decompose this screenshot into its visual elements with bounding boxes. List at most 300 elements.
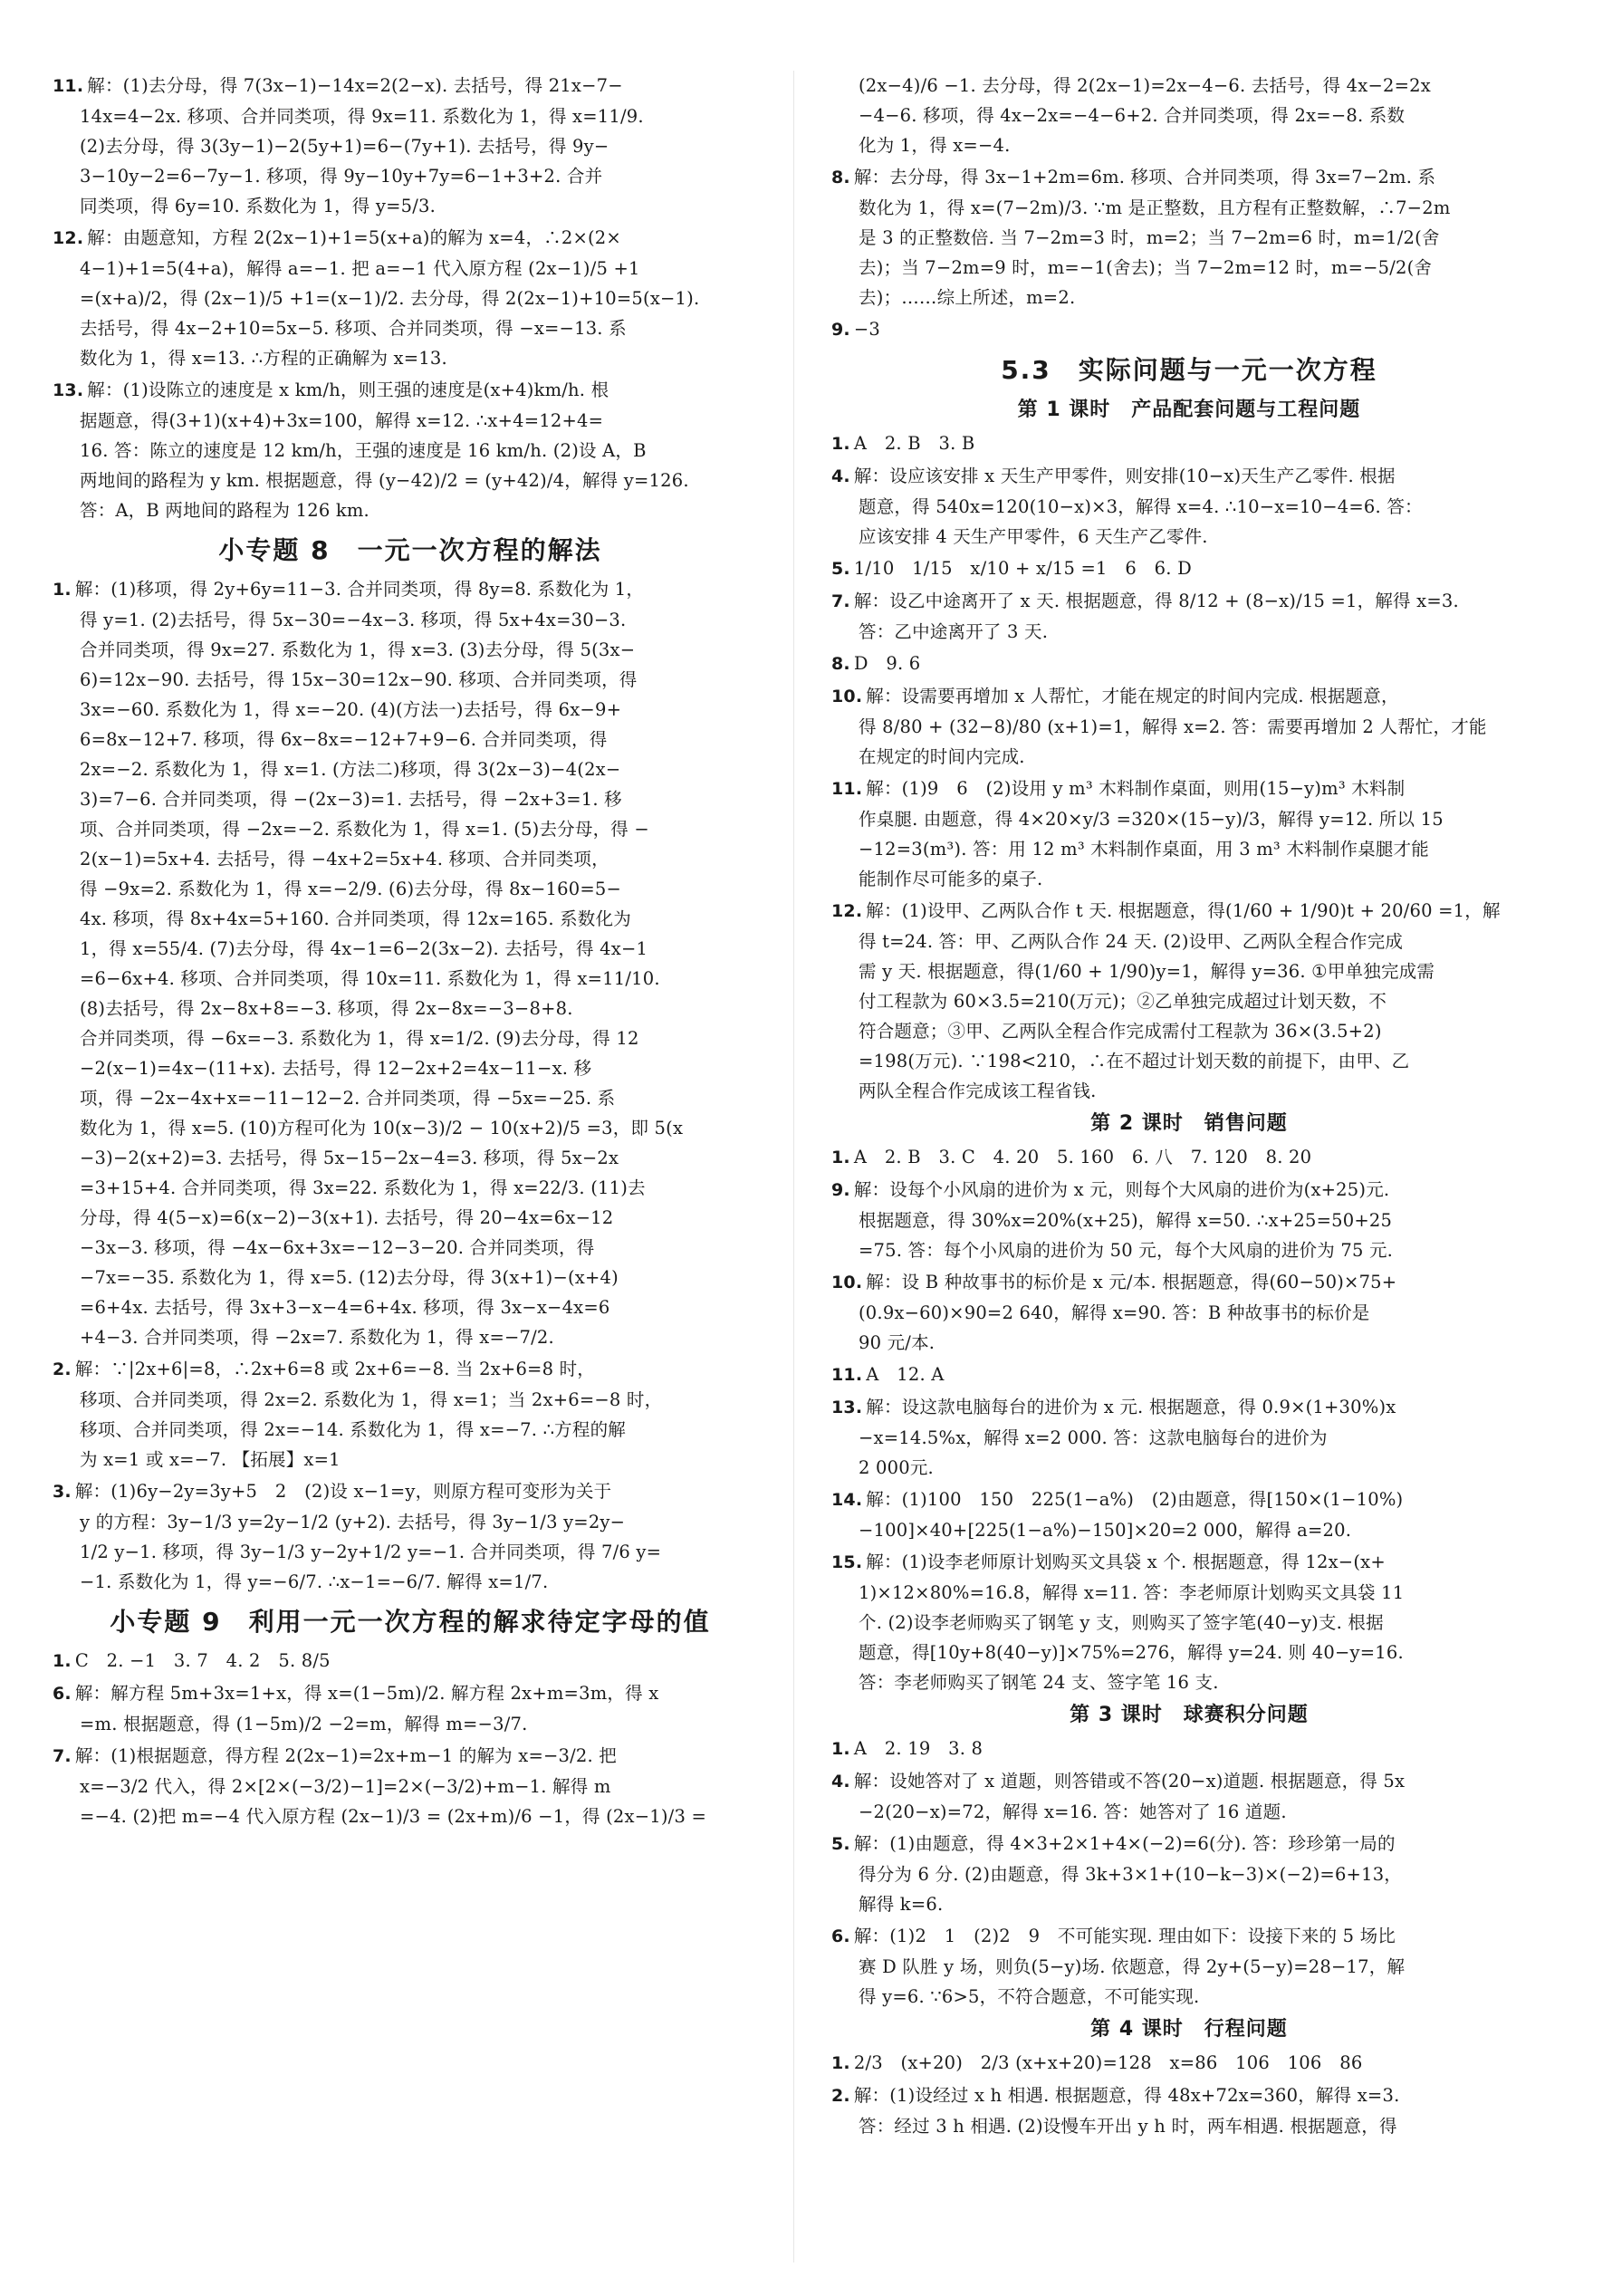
answer-text: 解：(1)9 6 (2)设用 y m³ 木料制作桌面，则用(15−y)m³ 木料制 [866, 778, 1406, 799]
answer-continuation [831, 71, 1547, 160]
answer-line [831, 1016, 1547, 1046]
answer-line [53, 1801, 768, 1831]
answer-line [53, 313, 768, 343]
answer-line [53, 695, 768, 725]
answer-text: =6−6x+4. 移项、合并同类项，得 10x=11. 系数化为 1，得 x=11/10. [80, 968, 660, 989]
answer-text: 解：(1)设陈立的速度是 x km/h，则王强的速度是(x+4)km/h. 根 [87, 379, 609, 400]
answer-line [53, 1646, 768, 1676]
answer-text: 解：(1)根据题意，得方程 2(2x−1)=2x+m−1 的解为 x=−3/2. 把 [74, 1745, 618, 1766]
answer-text: 去)；……综上所述，m=2. [859, 287, 1076, 308]
answer-line [831, 1046, 1547, 1076]
answer-text: 项，得 −2x−4x+x=−11−12−2. 合并同类项，得 −5x=−25. 系 [80, 1088, 616, 1109]
section-title: 5.3 实际问题与一元一次方程 [1001, 355, 1377, 385]
answer-text: −1. 系数化为 1，得 y=−6/7. ∴x−1=−6/7. 解得 x=1/7. [80, 1571, 549, 1592]
column-divider [793, 71, 794, 2262]
answer-line [53, 466, 768, 495]
answer-line [831, 804, 1547, 834]
answer-text: A 2. B 3. B [853, 433, 975, 454]
answer-text: 为 x=1 或 x=−7. 【拓展】x=1 [80, 1449, 341, 1470]
item-number: 8. [831, 168, 850, 187]
answer-item [831, 1734, 1547, 1764]
answer-line [831, 1766, 1547, 1797]
answer-text: 6)=12x−90. 去括号，得 15x−30=12x−90. 移项、合并同类项，得 [80, 669, 638, 690]
answer-item [831, 428, 1547, 459]
answer-text: (8)去括号，得 2x−8x+8=−3. 移项，得 2x−8x=−3−8+8. [80, 998, 573, 1019]
answer-text: 个. (2)设李老师购买了钢笔 y 支，则购买了签字笔(40−y)支. 根据 [859, 1612, 1384, 1633]
answer-line [831, 617, 1547, 647]
answer-text: 答：乙中途离开了 3 天. [859, 621, 1049, 642]
answer-line [53, 161, 768, 191]
item-number: 14. [831, 1490, 863, 1510]
answer-text: 两队全程合作完成该工程省钱. [859, 1081, 1097, 1101]
answer-line [831, 492, 1547, 522]
answer-text: 题意，得 540x=120(10−x)×3，解得 x=4. ∴10−x=10−4=6. 答： [859, 496, 1423, 517]
item-number: 13. [831, 1398, 863, 1417]
answer-item [831, 681, 1547, 772]
answer-item [53, 1354, 768, 1475]
answer-item [831, 1484, 1547, 1545]
answer-line [53, 574, 768, 605]
answer-line [831, 1547, 1547, 1578]
answer-item [831, 2048, 1547, 2079]
answer-line [831, 1608, 1547, 1638]
answer-text: −3)−2(x+2)=3. 去括号，得 5x−15−2x−4=3. 移项，得 5x−2x [80, 1148, 619, 1168]
answer-line [53, 101, 768, 131]
answer-line [53, 1772, 768, 1801]
answer-line [831, 314, 1547, 345]
answer-item [53, 574, 768, 1352]
answer-line [53, 1053, 768, 1083]
answer-item [831, 162, 1547, 312]
answer-line [831, 283, 1547, 312]
answer-text: 得 −9x=2. 系数化为 1，得 x=−2/9. (6)去分母，得 8x−160=5− [80, 879, 622, 899]
answer-text: 1/2 y−1. 移项，得 3y−1/3 y−2y+1/2 y=−1. 合并同类项，得 7/6 y= [80, 1542, 662, 1562]
answer-line [831, 1889, 1547, 1919]
answer-text: 是 3 的正整数倍. 当 7−2m=3 时，m=2；当 7−2m=6 时，m=1/2(舍 [859, 227, 1440, 248]
answer-text: 数化为 1，得 x=(7−2m)/3. ∵m 是正整数，且方程有正整数解，∴7−2m [859, 197, 1451, 218]
answer-item [831, 1359, 1547, 1390]
answer-line [53, 1263, 768, 1292]
answer-text: 根据题意，得 30%x=20%(x+25)，解得 x=50. ∴x+25=50+25 [859, 1210, 1393, 1231]
answer-line [53, 1143, 768, 1173]
answer-text: 解：(1)移项，得 2y+6y=11−3. 合并同类项，得 8y=8. 系数化为 1， [74, 579, 645, 600]
item-number: 7. [53, 1746, 72, 1766]
answer-text: (2)去分母，得 3(3y−1)−2(5y+1)=6−(7y+1). 去括号，得 9y− [80, 136, 609, 157]
answer-item [53, 71, 768, 221]
answer-line [831, 461, 1547, 492]
answer-item [831, 1921, 1547, 2012]
answer-line [831, 1175, 1547, 1206]
answer-item [831, 586, 1547, 647]
answer-text: 答：经过 3 h 相遇. (2)设慢车开出 y h 时，两车相遇. 根据题意，得 [859, 2116, 1397, 2137]
answer-line [831, 1952, 1547, 1982]
answer-text: 项、合并同类项，得 −2x=−2. 系数化为 1，得 x=1. (5)去分母，得 − [80, 819, 649, 840]
answer-text: 解：(1)100 150 225(1−a%) (2)由题意，得[150×(1−10%) [866, 1489, 1404, 1510]
answer-line [53, 1083, 768, 1113]
answer-text: 数化为 1，得 x=5. (10)方程可化为 10(x−3)/2 − 10(x+2)/5 =3，即 5(x [80, 1118, 684, 1138]
answer-text: 得分为 6 分. (2)由题意，得 3k+3×1+(10−k−3)×(−2)=6+13， [859, 1864, 1402, 1885]
answer-text: 1，得 x=55/4. (7)去分母，得 4x−1=6−2(3x−2). 去括号，得 4x−1 [80, 938, 648, 959]
item-number: 6. [53, 1684, 72, 1704]
answer-line [831, 162, 1547, 193]
answer-text: 解：设这款电脑每台的进价为 x 元. 根据题意，得 0.9×(1+30%)x [866, 1397, 1396, 1417]
answer-line [53, 844, 768, 874]
answer-line [831, 553, 1547, 584]
answer-text: 解：由题意知，方程 2(2x−1)+1=5(x+a)的解为 x=4，∴2×(2× [87, 227, 621, 248]
lesson-title: 第 2 课时 销售问题 [1090, 1112, 1288, 1135]
answer-line [53, 1322, 768, 1352]
answer-text: 解：设她答对了 x 道题，则答错或不答(20−x)道题. 根据题意，得 5x [853, 1771, 1406, 1792]
answer-text: 解：(1)去分母，得 7(3x−1)−14x=2(2−x). 去括号，得 21x−7− [87, 75, 623, 96]
answer-text: 数化为 1，得 x=13. ∴方程的正确解为 x=13. [80, 348, 447, 369]
answer-line [53, 1567, 768, 1597]
answer-item [831, 461, 1547, 552]
answer-text: (2x−4)/6 −1. 去分母，得 2(2x−1)=2x−4−6. 去括号，得 4x−2=2x [859, 75, 1431, 96]
answer-text: 1)×12×80%=16.8，解得 x=11. 答：李老师原计划购买文具袋 11 [859, 1582, 1405, 1603]
answer-line [831, 101, 1547, 130]
right-column [831, 71, 1547, 2272]
answer-line [831, 1921, 1547, 1952]
answer-text: 解：(1)设经过 x h 相遇. 根据题意，得 48x+72x=360，解得 x=3. [853, 2085, 1400, 2106]
answer-text: 据题意，得(3+1)(x+4)+3x=100，解得 x=12. ∴x+4=12+4= [80, 410, 604, 431]
item-number: 5. [831, 559, 850, 579]
answer-text: −3 [853, 319, 880, 340]
answer-text: 化为 1，得 x=−4. [859, 135, 1011, 156]
answer-text: 2/3 (x+20) 2/3 (x+x+20)=128 x=86 106 106 86 [853, 2052, 1363, 2073]
answer-item [53, 375, 768, 525]
item-number: 12. [53, 228, 84, 248]
item-number: 6. [831, 1926, 850, 1946]
answer-item [831, 1766, 1547, 1827]
answer-line [53, 1445, 768, 1475]
item-number: 15. [831, 1552, 863, 1572]
item-number: 11. [53, 76, 84, 96]
answer-text: 解：(1)2 1 (2)2 9 不可能实现. 理由如下：设接下来的 5 场比 [853, 1926, 1396, 1946]
answer-item [831, 1175, 1547, 1265]
left-column [53, 71, 768, 2272]
answer-item [831, 1392, 1547, 1483]
answer-text: 同类项，得 6y=10. 系数化为 1，得 y=5/3. [80, 196, 437, 216]
answer-line [831, 428, 1547, 459]
answer-line [53, 904, 768, 934]
answer-line [831, 1667, 1547, 1697]
item-number: 9. [831, 320, 850, 340]
answer-item [831, 1547, 1547, 1697]
item-number: 4. [831, 466, 850, 486]
item-number: 2. [831, 2086, 850, 2106]
section-title: 小专题 9 利用一元一次方程的解求待定字母的值 [110, 1607, 711, 1637]
answer-line [53, 1537, 768, 1567]
answer-text: 答：A，B 两地间的路程为 126 km. [80, 500, 369, 521]
answer-text: 得 y=1. (2)去括号，得 5x−30=−4x−3. 移项，得 5x+4x=30−3. [80, 610, 627, 630]
answer-text: 能制作尽可能多的桌子. [859, 869, 1043, 889]
answer-text: 题意，得[10y+8(40−y)]×75%=276，解得 y=24. 则 40−y=16. [859, 1642, 1404, 1663]
answer-text: 解：(1)设甲、乙两队合作 t 天. 根据题意，得(1/60 + 1/90)t + 20/60 =1，解 [866, 900, 1501, 921]
answer-text: 合并同类项，得 9x=27. 系数化为 1，得 x=3. (3)去分母，得 5(3x− [80, 639, 636, 660]
answer-line [53, 1292, 768, 1322]
answer-text: C 2. −1 3. 7 4. 2 5. 8/5 [74, 1650, 331, 1671]
answer-line [831, 223, 1547, 253]
answer-line [53, 1741, 768, 1772]
answer-text: 作桌腿. 由题意，得 4×20×y/3 =320×(15−y)/3，解得 y=12. 所以 15 [859, 809, 1444, 830]
answer-line [831, 1142, 1547, 1173]
answer-line [53, 665, 768, 695]
answer-text: 赛 D 队胜 y 场，则负(5−y)场. 依题意，得 2y+(5−y)=28−17，解 [859, 1956, 1406, 1977]
answer-text: 去)；当 7−2m=9 时，m=−1(舍去)；当 7−2m=12 时，m=−5/2(舍 [859, 257, 1433, 278]
answer-text: −12=3(m³). 答：用 12 m³ 木料制作桌面，用 3 m³ 木料制作桌腿才能 [859, 839, 1429, 860]
answer-line [831, 130, 1547, 160]
answer-line [53, 814, 768, 844]
answer-line [831, 1515, 1547, 1545]
answer-line [831, 1859, 1547, 1889]
answer-line [53, 1476, 768, 1507]
item-number: 10. [831, 1273, 863, 1292]
answer-text: 解：设每个小风扇的进价为 x 元，则每个大风扇的进价为(x+25)元. [853, 1179, 1390, 1200]
answer-text: =m. 根据题意，得 (1−5m)/2 −2=m，解得 m=−3/7. [80, 1714, 528, 1734]
answer-text: 移项、合并同类项，得 2x=−14. 系数化为 1，得 x=−7. ∴方程的解 [80, 1419, 626, 1440]
answer-line [53, 1415, 768, 1445]
answer-text: 解：解方程 5m+3x=1+x，得 x=(1−5m)/2. 解方程 2x+m=3m，得 x [74, 1683, 659, 1704]
answer-text: 3x=−60. 系数化为 1，得 x=−20. (4)(方法一)去括号，得 6x−9+ [80, 699, 622, 720]
answer-line [831, 1982, 1547, 2012]
answer-line [53, 495, 768, 525]
answer-item [831, 1142, 1547, 1173]
answer-line [53, 343, 768, 373]
answer-line [831, 1829, 1547, 1859]
answer-line [53, 1113, 768, 1143]
answer-line [53, 254, 768, 283]
answer-line [53, 725, 768, 754]
item-number: 2. [53, 1359, 72, 1379]
answer-text: −2(20−x)=72，解得 x=16. 答：她答对了 16 道题. [859, 1801, 1287, 1822]
item-number: 7. [831, 591, 850, 611]
answer-line [831, 956, 1547, 986]
answer-line [831, 1328, 1547, 1358]
answer-text: =−4. (2)把 m=−4 代入原方程 (2x−1)/3 = (2x+m)/6 −1，得 (2x−1)/3 = [80, 1806, 706, 1827]
answer-line [831, 2080, 1547, 2111]
answer-line [53, 191, 768, 221]
answer-item [831, 314, 1547, 345]
answer-item [831, 1829, 1547, 1919]
answer-line [53, 874, 768, 904]
answer-text: y 的方程：3y−1/3 y=2y−1/2 (y+2). 去括号，得 3y−1/3 y=2y− [80, 1512, 626, 1532]
answer-text: 去括号，得 4x−2+10=5x−5. 移项、合并同类项，得 −x=−13. 系 [80, 318, 627, 339]
answer-line [831, 864, 1547, 894]
item-number: 8. [831, 654, 850, 674]
answer-line [53, 994, 768, 1023]
answer-line [831, 742, 1547, 772]
item-number: 1. [831, 2053, 850, 2073]
answer-text: −100]×40+[225(1−a%)−150]×20=2 000，解得 a=20. [859, 1520, 1352, 1541]
answer-line [53, 635, 768, 665]
answer-text: 14x=4−2x. 移项、合并同类项，得 9x=11. 系数化为 1，得 x=11/9. [80, 106, 644, 127]
answer-text: 90 元/本. [859, 1332, 936, 1353]
answer-line [53, 131, 768, 161]
answer-item [53, 1476, 768, 1597]
answer-text: 两地间的路程为 y km. 根据题意，得 (y−42)/2 = (y+42)/4，解得 y=126. [80, 470, 689, 491]
answer-line [831, 193, 1547, 223]
answer-text: 解：(1)设李老师原计划购买文具袋 x 个. 根据题意，得 12x−(x+ [866, 1551, 1386, 1572]
answer-text: 付工程款为 60×3.5=210(万元)；②乙单独完成超过计划天数，不 [859, 991, 1387, 1012]
answer-line [831, 1359, 1547, 1390]
answer-text: 解：去分母，得 3x−1+2m=6m. 移项、合并同类项，得 3x=7−2m. 系 [853, 167, 1436, 187]
item-number: 5. [831, 1834, 850, 1854]
item-number: 11. [831, 779, 863, 799]
answer-line [831, 71, 1547, 101]
lesson-title: 第 1 课时 产品配套问题与工程问题 [1017, 399, 1361, 421]
answer-item [831, 2080, 1547, 2141]
lesson-title: 第 4 课时 行程问题 [1090, 2018, 1288, 2041]
answer-line [831, 1797, 1547, 1827]
answer-text: 应该安排 4 天生产甲零件，6 天生产乙零件. [859, 526, 1208, 547]
answer-text: 解：(1)由题意，得 4×3+2×1+4×(−2)=6(分). 答：珍珍第一局的 [853, 1833, 1396, 1854]
answer-line [53, 223, 768, 254]
answer-text: 解：设乙中途离开了 x 天. 根据题意，得 8/12 + (8−x)/15 =1，解得 x=3. [853, 591, 1459, 611]
answer-text: D 9. 6 [853, 653, 921, 674]
answer-item [831, 1267, 1547, 1358]
answer-text: A 2. 19 3. 8 [853, 1738, 984, 1759]
answer-line [53, 71, 768, 101]
answer-item [53, 223, 768, 373]
answer-text: 分母，得 4(5−x)=6(x−2)−3(x+1). 去括号，得 20−4x=6x−12 [80, 1207, 614, 1228]
answer-line [831, 773, 1547, 804]
answer-text: 3−10y−2=6−7y−1. 移项，得 9y−10y+7y=6−1+3+2. 合并 [80, 166, 603, 187]
answer-text: 解：设应该安排 x 天生产甲零件，则安排(10−x)天生产乙零件. 根据 [853, 466, 1396, 486]
answer-line [53, 436, 768, 466]
answer-line [831, 1206, 1547, 1235]
answer-line [831, 896, 1547, 927]
answer-line [53, 1233, 768, 1263]
answer-text: 得 t=24. 答：甲、乙两队合作 24 天. (2)设甲、乙两队全程合作完成 [859, 931, 1404, 952]
answer-item [831, 648, 1547, 679]
answer-item [831, 773, 1547, 894]
item-number: 1. [831, 1148, 850, 1167]
item-number: 1. [831, 1739, 850, 1759]
answer-text: =75. 答：每个小风扇的进价为 50 元，每个大风扇的进价为 75 元. [859, 1240, 1394, 1261]
answer-text: 6=8x−12+7. 移项，得 6x−8x=−12+7+9−6. 合并同类项，得 [80, 729, 608, 750]
answer-line [831, 1453, 1547, 1483]
item-number: 13. [53, 380, 84, 400]
answer-item [831, 553, 1547, 584]
answer-text: 答：李老师购买了钢笔 24 支、签字笔 16 支. [859, 1672, 1219, 1693]
answer-line [53, 406, 768, 436]
answer-text: =3+15+4. 合并同类项，得 3x=22. 系数化为 1，得 x=22/3. (11)去 [80, 1177, 646, 1198]
answer-line [53, 1203, 768, 1233]
answer-text: 2x=−2. 系数化为 1，得 x=1. (方法二)移项，得 3(2x−3)−4(2x− [80, 759, 621, 780]
answer-text: 解：∵|2x+6|=8，∴2x+6=8 或 2x+6=−8. 当 2x+6=8 时， [74, 1359, 595, 1379]
answer-line [831, 1298, 1547, 1328]
answer-line [831, 1076, 1547, 1106]
answer-line [53, 605, 768, 635]
item-number: 9. [831, 1180, 850, 1200]
answer-line [53, 1354, 768, 1385]
answer-line [831, 648, 1547, 679]
answer-line [831, 834, 1547, 864]
answer-line [53, 1709, 768, 1739]
item-number: 1. [53, 580, 72, 600]
answer-text: 得 8/80 + (32−8)/80 (x+1)=1，解得 x=2. 答：需要再增加 2 人帮忙，才能 [859, 716, 1487, 737]
answer-line [53, 754, 768, 784]
answer-line [53, 784, 768, 814]
answer-line [831, 522, 1547, 552]
answer-text: −2(x−1)=4x−(11+x). 去括号，得 12−2x+2=4x−11−x. 移 [80, 1058, 592, 1079]
answer-item [53, 1646, 768, 1676]
answer-text: 合并同类项，得 −6x=−3. 系数化为 1，得 x=1/2. (9)去分母，得 12 [80, 1028, 639, 1049]
answer-item [831, 896, 1547, 1106]
answer-line [831, 253, 1547, 283]
answer-line [831, 2111, 1547, 2141]
answer-text: 解：设 B 种故事书的标价是 x 元/本. 根据题意，得(60−50)×75+ [866, 1272, 1397, 1292]
lesson-title: 第 3 课时 球赛积分问题 [1070, 1704, 1309, 1726]
answer-text: 需 y 天. 根据题意，得(1/60 + 1/90)y=1，解得 y=36. ①甲单独完成需 [859, 961, 1435, 982]
answer-text: +4−3. 合并同类项，得 −2x=7. 系数化为 1，得 x=−7/2. [80, 1327, 554, 1348]
item-number: 1. [53, 1651, 72, 1671]
answer-text: A 2. B 3. C 4. 20 5. 160 6. 八 7. 120 8. 20 [853, 1147, 1312, 1167]
answer-line [53, 1173, 768, 1203]
item-number: 11. [831, 1365, 863, 1385]
item-number: 10. [831, 687, 863, 706]
answer-line [53, 964, 768, 994]
answer-text: 在规定的时间内完成. [859, 746, 1025, 767]
answer-text: 2 000元. [859, 1457, 934, 1478]
answer-text: 2(x−1)=5x+4. 去括号，得 −4x+2=5x+4. 移项、合并同类项， [80, 849, 609, 869]
answer-text: =6+4x. 去括号，得 3x+3−x−4=6+4x. 移项，得 3x−x−4x=6 [80, 1297, 610, 1318]
answer-text: 4x. 移项，得 8x+4x=5+160. 合并同类项，得 12x=165. 系数化为 [80, 908, 631, 929]
answer-line [831, 586, 1547, 617]
answer-line [831, 1423, 1547, 1453]
answer-line [831, 1267, 1547, 1298]
answer-text: 4−1)+1=5(4+a)，解得 a=−1. 把 a=−1 代入原方程 (2x−1)/5 +1 [80, 258, 640, 279]
item-number: 4. [831, 1772, 850, 1792]
answer-text: 16. 答：陈立的速度是 12 km/h，王强的速度是 16 km/h. (2)设 A，B [80, 440, 647, 461]
item-number: 1. [831, 434, 850, 454]
answer-line [831, 1578, 1547, 1608]
answer-line [831, 2048, 1547, 2079]
answer-text: −3x−3. 移项，得 −4x−6x+3x=−12−3−20. 合并同类项，得 [80, 1237, 595, 1258]
answer-text: =(x+a)/2，得 (2x−1)/5 +1=(x−1)/2. 去分母，得 2(2x−1)+10=5(x−1). [80, 288, 700, 309]
answer-line [831, 986, 1547, 1016]
answer-line [831, 681, 1547, 712]
answer-text: x=−3/2 代入，得 2×[2×(−3/2)−1]=2×(−3/2)+m−1. 解得 m [80, 1776, 611, 1797]
answer-line [53, 283, 768, 313]
answer-line [831, 1484, 1547, 1515]
answer-line [831, 1734, 1547, 1764]
answer-text: 得 y=6. ∵6>5，不符合题意，不可能实现. [859, 1986, 1200, 2007]
answer-text: 1/10 1/15 x/10 + x/15 =1 6 6. D [853, 558, 1192, 579]
answer-text: 3)=7−6. 合并同类项，得 −(2x−3)=1. 去括号，得 −2x+3=1. 移 [80, 789, 622, 810]
answer-text: (0.9x−60)×90=2 640，解得 x=90. 答：B 种故事书的标价是 [859, 1302, 1370, 1323]
answer-line [53, 1385, 768, 1415]
answer-line [53, 375, 768, 406]
answer-line [53, 934, 768, 964]
answer-line [831, 927, 1547, 956]
answer-line [831, 712, 1547, 742]
answer-text: 移项、合并同类项，得 2x=2. 系数化为 1，得 x=1；当 2x+6=−8 时， [80, 1389, 663, 1410]
answer-text: 符合题意；③甲、乙两队全程合作完成需付工程款为 36×(3.5+2) [859, 1021, 1382, 1042]
answer-text: 解：设需要再增加 x 人帮忙，才能在规定的时间内完成. 根据题意， [866, 686, 1399, 706]
answer-line [831, 1392, 1547, 1423]
answer-text: 解得 k=6. [859, 1894, 944, 1915]
answer-text: 解：(1)6y−2y=3y+5 2 (2)设 x−1=y，则原方程可变形为关于 [74, 1481, 612, 1502]
answer-line [831, 1235, 1547, 1265]
answer-line [53, 1678, 768, 1709]
item-number: 12. [831, 901, 863, 921]
answer-text: −7x=−35. 系数化为 1，得 x=5. (12)去分母，得 3(x+1)−(x+4) [80, 1267, 619, 1288]
answer-line [831, 1638, 1547, 1667]
answer-item [53, 1678, 768, 1739]
answer-text: A 12. A [866, 1364, 945, 1385]
answer-text: −4−6. 移项，得 4x−2x=−4−6+2. 合并同类项，得 2x=−8. 系数 [859, 105, 1406, 126]
